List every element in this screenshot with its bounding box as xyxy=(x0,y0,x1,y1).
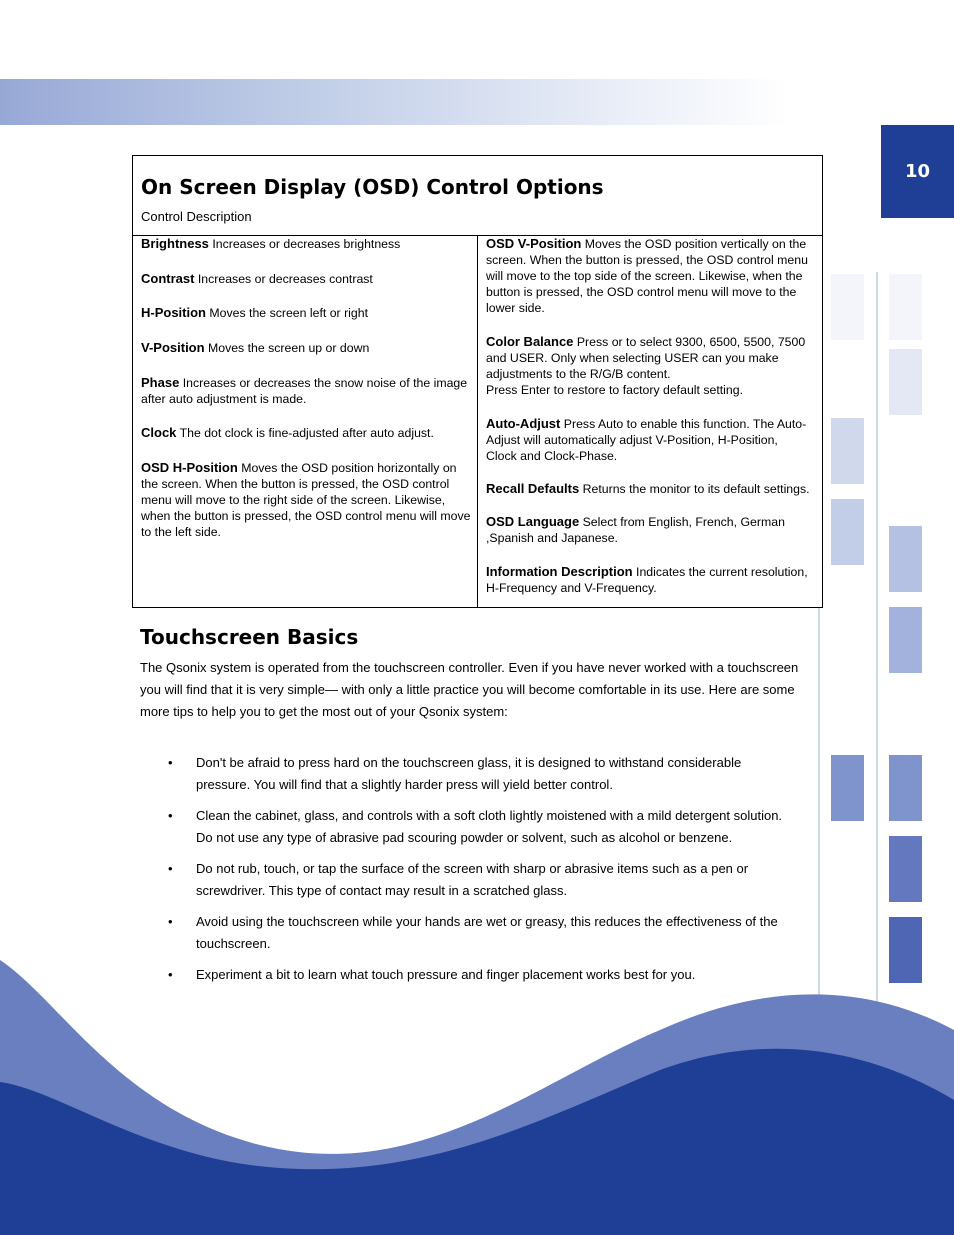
osd-term: Brightness xyxy=(141,236,209,251)
osd-desc: Moves the OSD position vertically on the screen. When the button is pressed, the OSD control menu will move to the top side of the screen. Likewise, when the button is pressed, the OSD control menu will move to the lower side. xyxy=(486,237,808,315)
osd-desc: Moves the OSD position horizontally on the screen. When the button is pressed, the OSD control menu will move to the right side of the screen. Likewise, when the button is pressed, the OSD control menu will move to the left side. xyxy=(141,461,471,539)
osd-term: H-Position xyxy=(141,305,206,320)
osd-term: Color Balance xyxy=(486,334,574,349)
decor-square xyxy=(831,755,864,821)
osd-term: OSD Language xyxy=(486,514,580,529)
osd-term: OSD V-Position xyxy=(486,236,582,251)
osd-item-osd-v-position xyxy=(486,236,811,316)
page-number-tab xyxy=(881,125,954,218)
osd-desc: The dot clock is fine-adjusted after auto adjust. xyxy=(179,426,434,440)
osd-item-information-description xyxy=(486,564,811,596)
osd-table-header xyxy=(133,156,822,236)
osd-desc: Press or to select 9300, 6500, 5500, 7500 and USER. Only when selecting USER can you make adjustments to the R/G/B content. xyxy=(486,335,806,381)
osd-desc: Increases or decreases brightness xyxy=(212,237,401,251)
osd-item-phase xyxy=(141,375,471,407)
bullet-icon: • xyxy=(168,755,173,770)
bullet-icon: • xyxy=(168,914,173,929)
tip-text: Experiment a bit to learn what touch pressure and finger placement works best for you. xyxy=(196,967,696,982)
osd-item-color-balance xyxy=(486,334,811,398)
bullet-icon: • xyxy=(168,808,173,823)
touchscreen-title: Touchscreen Basics xyxy=(140,625,359,649)
bullet-icon: • xyxy=(168,967,173,982)
osd-desc-extra: Press Enter to restore to factory default setting. xyxy=(486,383,743,397)
tip-text: Don't be afraid to press hard on the touchscreen glass, it is designed to withstand considerable pressure. You will find that a slightly harder press will yield better control. xyxy=(196,755,742,792)
osd-term: Phase xyxy=(141,375,180,390)
osd-term: Information Description xyxy=(486,564,633,579)
osd-options-table xyxy=(132,155,823,608)
tip-text: Avoid using the touchscreen while your hands are wet or greasy, this reduces the effectiveness of the touchscreen. xyxy=(196,914,778,951)
osd-item-contrast xyxy=(141,271,471,287)
tip-text: Clean the cabinet, glass, and controls with a soft cloth lightly moistened with a mild detergent solution. Do not use any type of abrasive pad scouring powder or solvent, such as alcohol or benzene. xyxy=(196,808,783,845)
osd-item-osd-language xyxy=(486,514,811,546)
decor-square xyxy=(889,526,922,592)
osd-term: Clock xyxy=(141,425,177,440)
osd-term: Auto-Adjust xyxy=(486,416,561,431)
bullet-icon: • xyxy=(168,861,173,876)
tip-text: Do not rub, touch, or tap the surface of the screen with sharp or abrasive items such as a pen or screwdriver. This type of contact may result in a scratched glass. xyxy=(196,861,749,898)
osd-term: Contrast xyxy=(141,271,195,286)
osd-desc: Increases or decreases contrast xyxy=(197,272,373,286)
osd-item-brightness xyxy=(141,236,471,252)
osd-item-h-position xyxy=(141,305,471,321)
decor-square xyxy=(889,607,922,673)
osd-item-osd-h-position xyxy=(141,460,471,540)
decor-square xyxy=(831,418,864,484)
page-number: 10 xyxy=(904,161,931,182)
osd-title: On Screen Display (OSD) Control Options xyxy=(141,175,604,199)
osd-subtitle: Control Description xyxy=(141,209,252,224)
osd-desc: Returns the monitor to its default settings. xyxy=(582,482,810,496)
osd-desc: Press Auto to enable this function. The Auto-Adjust will automatically adjust V-Position, H-Position, Clock and Clock-Phase. xyxy=(486,417,807,463)
osd-term: OSD H-Position xyxy=(141,460,238,475)
osd-desc: Select from English, French, German ,Spanish and Japanese. xyxy=(486,515,785,545)
osd-term: Recall Defaults xyxy=(486,481,580,496)
decor-square xyxy=(889,349,922,415)
osd-desc: Moves the screen left or right xyxy=(209,306,368,320)
osd-left-column xyxy=(133,236,478,608)
osd-term: V-Position xyxy=(141,340,205,355)
osd-desc: Increases or decreases the snow noise of the image after auto adjustment is made. xyxy=(141,376,468,406)
osd-desc: Moves the screen up or down xyxy=(207,341,370,355)
osd-item-auto-adjust xyxy=(486,416,811,464)
header-gradient-band xyxy=(0,79,790,125)
touchscreen-intro: The Qsonix system is operated from the touchscreen controller. Even if you have never worked with a touchscreen you will find that it is very simple— with only a little practice you will become comfortable in its use. Here are some more tips to help you to get the most out of your Qsonix system: xyxy=(140,660,799,719)
decor-square xyxy=(889,274,922,340)
osd-right-column xyxy=(478,236,822,608)
osd-item-clock xyxy=(141,425,471,441)
decor-square xyxy=(831,499,864,565)
decor-square xyxy=(831,274,864,340)
osd-desc: Indicates the current resolution, H-Frequency and V-Frequency. xyxy=(486,565,808,595)
osd-item-v-position xyxy=(141,340,471,356)
osd-item-recall-defaults xyxy=(486,481,811,497)
decor-square xyxy=(889,755,922,821)
decor-square xyxy=(889,836,922,902)
